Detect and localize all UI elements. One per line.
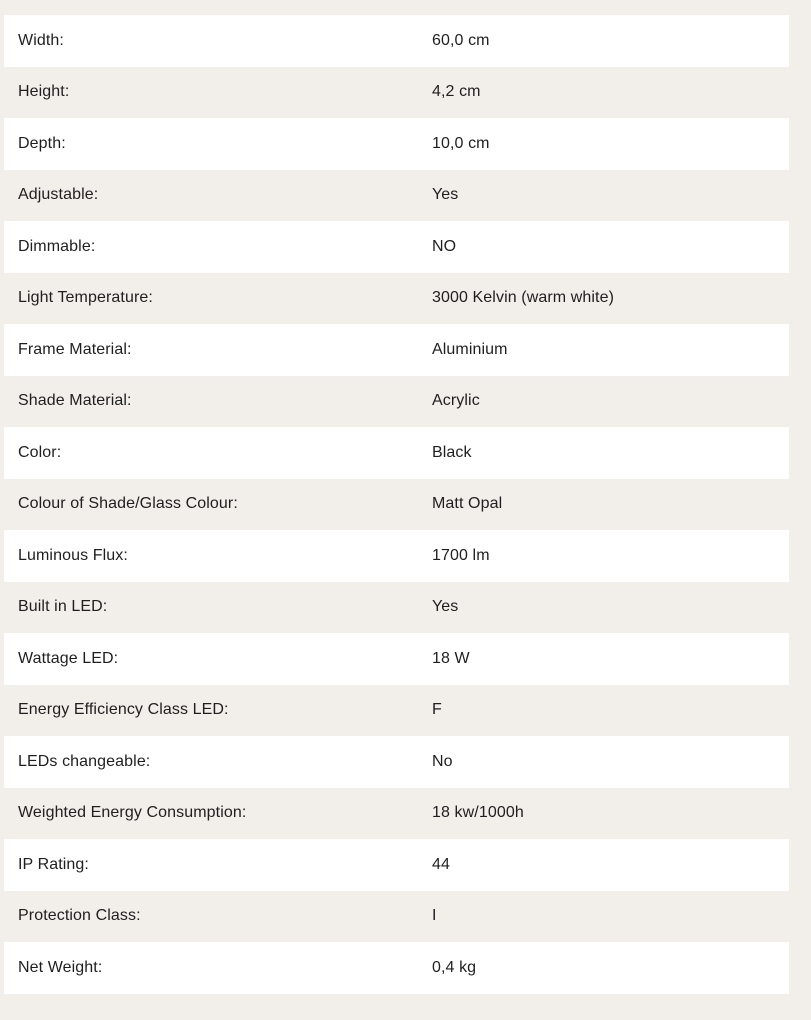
spec-label: IP Rating: — [18, 855, 89, 873]
spec-row-leds-changeable — [4, 736, 789, 788]
spec-label: Luminous Flux: — [18, 546, 128, 564]
spec-row-built-in-led — [4, 582, 789, 634]
spec-row-color — [4, 427, 789, 479]
spec-label: Wattage LED: — [18, 649, 119, 667]
spec-row-energy-consumption — [4, 788, 789, 840]
spec-row-depth — [4, 118, 789, 170]
spec-label: Built in LED: — [18, 598, 108, 616]
spec-label: Colour of Shade/Glass Colour: — [18, 495, 238, 513]
spec-row-frame-material — [4, 324, 789, 376]
spec-value: 44 — [432, 855, 450, 873]
spec-value: 4,2 cm — [432, 83, 481, 101]
spec-row-adjustable — [4, 170, 789, 222]
spec-value: 0,4 kg — [432, 958, 477, 976]
spec-label: Shade Material: — [18, 392, 132, 410]
spec-row-ip-rating — [4, 839, 789, 891]
spec-label: Depth: — [18, 134, 66, 152]
spec-value: 1700 lm — [432, 546, 490, 564]
spec-value: 10,0 cm — [432, 134, 490, 152]
spec-value: 3000 Kelvin (warm white) — [432, 289, 615, 307]
spec-label: Dimmable: — [18, 237, 96, 255]
spec-label: Light Temperature: — [18, 289, 153, 307]
spec-label: Adjustable: — [18, 186, 99, 204]
spec-value: Aluminium — [432, 340, 508, 358]
spec-row-height — [4, 67, 789, 119]
spec-value: Matt Opal — [432, 495, 503, 513]
spec-value: Acrylic — [432, 392, 480, 410]
spec-label: Width: — [18, 31, 64, 49]
spec-value: 60,0 cm — [432, 31, 490, 49]
spec-value: F — [432, 701, 442, 719]
spec-row-light-temperature — [4, 273, 789, 325]
spec-label: Net Weight: — [18, 958, 103, 976]
spec-value: Yes — [432, 598, 459, 616]
spec-label: Energy Efficiency Class LED: — [18, 701, 229, 719]
spec-label: Weighted Energy Consumption: — [18, 804, 247, 822]
spec-row-energy-efficiency — [4, 685, 789, 737]
spec-value: 18 kw/1000h — [432, 804, 524, 822]
spec-row-dimmable — [4, 221, 789, 273]
spec-value: NO — [432, 237, 457, 255]
spec-value: I — [432, 907, 437, 925]
spec-row-luminous-flux — [4, 530, 789, 582]
spec-value: 18 W — [432, 649, 470, 667]
spec-row-net-weight — [4, 942, 789, 994]
spec-row-shade-colour — [4, 479, 789, 531]
spec-label: Color: — [18, 443, 62, 461]
spec-value: No — [432, 752, 453, 770]
spec-label: Height: — [18, 83, 70, 101]
spec-row-wattage-led — [4, 633, 789, 685]
spec-row-protection-class — [4, 891, 789, 943]
spec-label: LEDs changeable: — [18, 752, 151, 770]
spec-label: Protection Class: — [18, 907, 141, 925]
spec-value: Yes — [432, 186, 459, 204]
spec-row-width — [4, 15, 789, 67]
spec-label: Frame Material: — [18, 340, 132, 358]
spec-row-shade-material — [4, 376, 789, 428]
specifications-table — [4, 15, 789, 994]
spec-value: Black — [432, 443, 472, 461]
